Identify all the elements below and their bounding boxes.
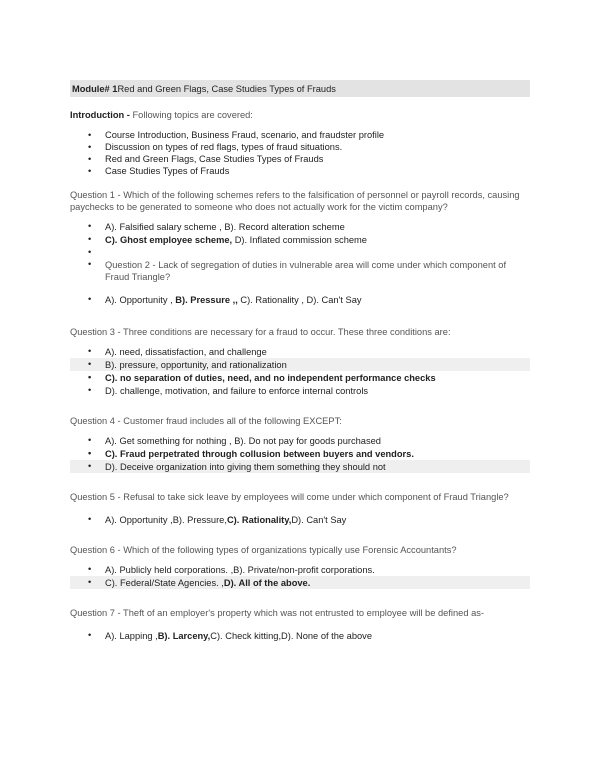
intro-text: Following topics are covered: xyxy=(129,110,253,120)
question-1-options xyxy=(70,220,530,283)
option-answer: B). Pressure ,, xyxy=(172,295,238,305)
list-item: • Case Studies Types of Frauds xyxy=(70,165,530,177)
question-7-options xyxy=(70,629,530,642)
list-item: • A). Falsified salary scheme , B). Record alteration scheme xyxy=(70,220,530,233)
option-text: A). Lapping , xyxy=(105,631,158,641)
question-5: Question 5 - Refusal to take sick leave by employees will come under which component of Fraud Triangle? xyxy=(70,492,509,502)
intro-label: Introduction - xyxy=(70,110,130,120)
question-2: Question 2 - Lack of segregation of duties in vulnerable area will come under which component of Fraud Triangle? xyxy=(105,260,507,282)
question-4: Question 4 - Customer fraud includes all of the following EXCEPT: xyxy=(70,416,342,426)
list-item-empty xyxy=(70,246,530,258)
option-text: D). Can't Say xyxy=(291,515,347,525)
list-item: • A). Get something for nothing , B). Do not pay for goods purchased xyxy=(70,434,530,447)
module-header xyxy=(70,80,530,97)
intro-paragraph xyxy=(70,109,530,121)
module-title: Red and Green Flags, Case Studies Types of Frauds xyxy=(117,84,336,94)
option-text: A). Opportunity ,B). Pressure, xyxy=(105,515,227,525)
option-text: D). Inflated commission scheme xyxy=(232,235,367,245)
question-7: Question 7 - Theft of an employer's property which was not entrusted to employee will be defined as- xyxy=(70,608,484,618)
list-item xyxy=(70,233,530,246)
question-3: Question 3 - Three conditions are necessary for a fraud to occur. These three conditions are: xyxy=(70,327,451,337)
option-answer: B). Larceny, xyxy=(157,631,211,641)
question-6: Question 6 - Which of the following types of organizations typically use Forensic Accountants? xyxy=(70,545,457,555)
list-item xyxy=(70,258,530,283)
question-4-options xyxy=(70,434,530,473)
option-text: C). Check kitting,D). None of the above xyxy=(210,631,372,641)
list-item xyxy=(70,513,530,526)
question-6-options xyxy=(70,563,530,589)
option-answer: • C). no separation of duties, need, and no independent performance checks xyxy=(70,371,530,384)
module-label: Module# 1 xyxy=(72,84,118,94)
option-answer: C). Rationality, xyxy=(226,515,292,525)
list-item: • Discussion on types of red flags, types of fraud situations. xyxy=(70,141,530,153)
list-item: • Course Introduction, Business Fraud, scenario, and fraudster profile xyxy=(70,129,530,141)
question-3-options xyxy=(70,345,530,397)
question-1: Question 1 - Which of the following schemes refers to the falsification of personnel or payroll records, causing paychecks to be generated to someone who does not actually work for the victim company? xyxy=(70,190,520,212)
list-item: • A). Publicly held corporations. ,B). Private/non-profit corporations. xyxy=(70,563,530,576)
list-item: • A). need, dissatisfaction, and challenge xyxy=(70,345,530,358)
option-answer: C). Ghost employee scheme, xyxy=(105,235,233,245)
list-item: • B). pressure, opportunity, and rationalization xyxy=(70,358,530,371)
list-item xyxy=(70,576,530,589)
option-text: C). Federal/State Agencies. , xyxy=(105,578,224,588)
option-answer: • C). Fraud perpetrated through collusion between buyers and vendors. xyxy=(70,447,530,460)
question-2-options xyxy=(70,293,530,306)
option-text: A). Opportunity , xyxy=(105,295,173,305)
question-5-options xyxy=(70,513,530,526)
list-item: • Red and Green Flags, Case Studies Types of Frauds xyxy=(70,153,530,165)
option-answer: D). All of the above. xyxy=(223,578,311,588)
intro-topic-list xyxy=(70,129,530,177)
option-text: C). Rationality , D). Can't Say xyxy=(237,295,362,305)
list-item: • D). challenge, motivation, and failure to enforce internal controls xyxy=(70,384,530,397)
list-item xyxy=(70,293,530,306)
list-item: • D). Deceive organization into giving them something they should not xyxy=(70,460,530,473)
list-item xyxy=(70,629,530,642)
